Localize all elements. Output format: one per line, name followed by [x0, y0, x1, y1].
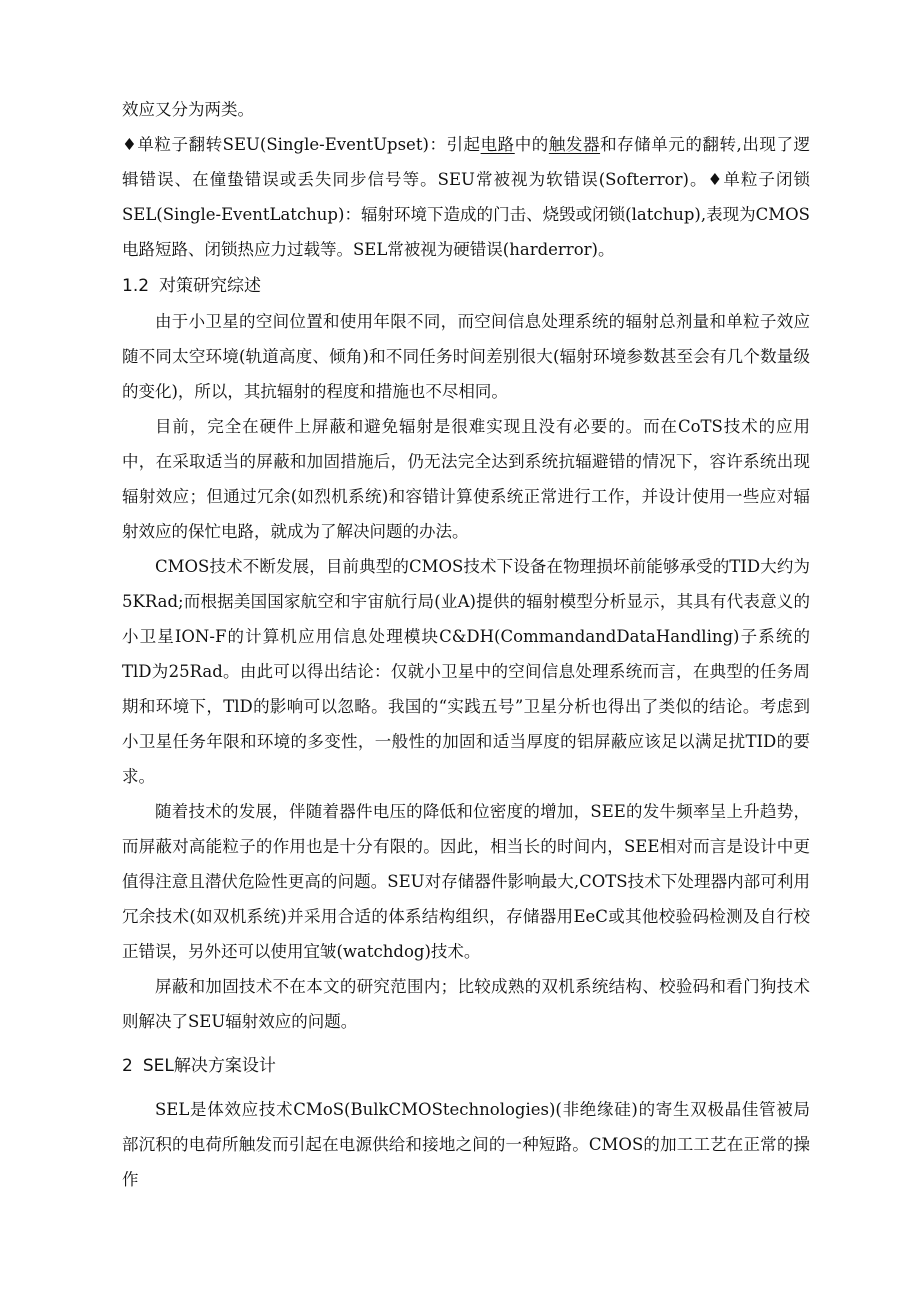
section-heading-2 — [122, 1049, 810, 1084]
text-run: 中的 — [514, 135, 549, 154]
paragraph: 随着技术的发展，伴随着器件电压的降低和位密度的增加，SEE的发牛频率呈上升趋势，而屏蔽对高能粒子的作用也是十分有限的。因此，相当长的时间内，SEE相对而言是设计中更值得注意且潜伏危险性更高的问题。SEU对存储器件影响最大,COTS技术下处理器内部可利用冗余技术(如双机系统)并采用合适的体系结构组织，存储器用EeC或其他校验码检测及自行校正错误，另外还可以使用宜皱(watchdog)技术。 — [122, 802, 810, 961]
paragraph-seu-sel — [122, 127, 810, 267]
underlined-term-circuit: 电路 — [480, 135, 515, 154]
section-heading-1-2 — [122, 269, 810, 304]
paragraph: SEL是体效应技术CMoS(BulkCMOStechnologies)(非绝缘硅)的寄生双极晶佳管被局部沉积的电荷所触发而引起在电源供给和接地之间的一种短路。CMOS的加工工艺在正常的操作 — [122, 1100, 810, 1189]
text-run: 和存储单元的翻转,出现了逻辑错误、在僮蛰错误或丢失同步信号等。SEU常被视为软错误(Softerror)。♦单粒子闭锁SEL(Single-EventLatchup)：辐射环境下造成的门击、烧毁或闭锁(latchup),表现为CMOS电路短路、闭锁热应力过载等。SEL常被视为硬错误(harderror)。 — [122, 135, 811, 259]
heading-number: 1.2 — [122, 276, 150, 296]
heading-title: 对策研究综述 — [159, 276, 262, 296]
paragraph: 目前，完全在硬件上屏蔽和避免辐射是很难实现且没有必要的。而在CoTS技术的应用中，在采取适当的屏蔽和加固措施后，仍无法完全达到系统抗辐避错的情况下，容许系统出现辐射效应；但通过冗余(如烈机系统)和容错计算使系统正常进行工作，并设计使用一些应对辐射效应的保忙电路，就成为了解决问题的办法。 — [122, 417, 810, 541]
paragraph: 由于小卫星的空间位置和使用年限不同，而空间信息处理系统的辐射总剂量和单粒子效应随不同太空环境(轨道高度、倾角)和不同任务时间差别很大(辐射环境参数甚至会有几个数量级的变化)，所以，其抗辐射的程度和措施也不尽相同。 — [122, 312, 810, 401]
paragraph: 屏蔽和加固技术不在本文的研究范围内；比较成熟的双机系统结构、校验码和看门狗技术则解决了SEU辐射效应的问题。 — [122, 977, 810, 1031]
underlined-term-flipflop: 触发器 — [548, 135, 601, 154]
heading-title: SEL解决方案设计 — [142, 1056, 276, 1076]
text-run: ♦单粒子翻转SEU(Single-EventUpset)：引起 — [122, 135, 481, 154]
document-page — [122, 92, 810, 1197]
heading-number: 2 — [122, 1056, 133, 1076]
paragraph: CMOS技术不断发展，目前典型的CMOS技术下设备在物理损坏前能够承受的TID大约为5KRad;而根据美国国家航空和宇宙航行局(业A)提供的辐射模型分析显示，其具有代表意义的小卫星ION-F的计算机应用信息处理模块C&DH(CommandandDataHandling)子系统的TlD为25Rad。由此可以得出结论：仅就小卫星中的空间信息处理系统而言，在典型的任务周期和环境下，TlD的影响可以忽略。我国的“实践五号”卫星分析也得出了类似的结论。考虑到小卫星任务年限和环境的多变性，一般性的加固和适当厚度的铝屏蔽应该足以满足扰TID的要求。 — [122, 557, 810, 786]
paragraph: 效应又分为两类。 — [122, 100, 254, 119]
